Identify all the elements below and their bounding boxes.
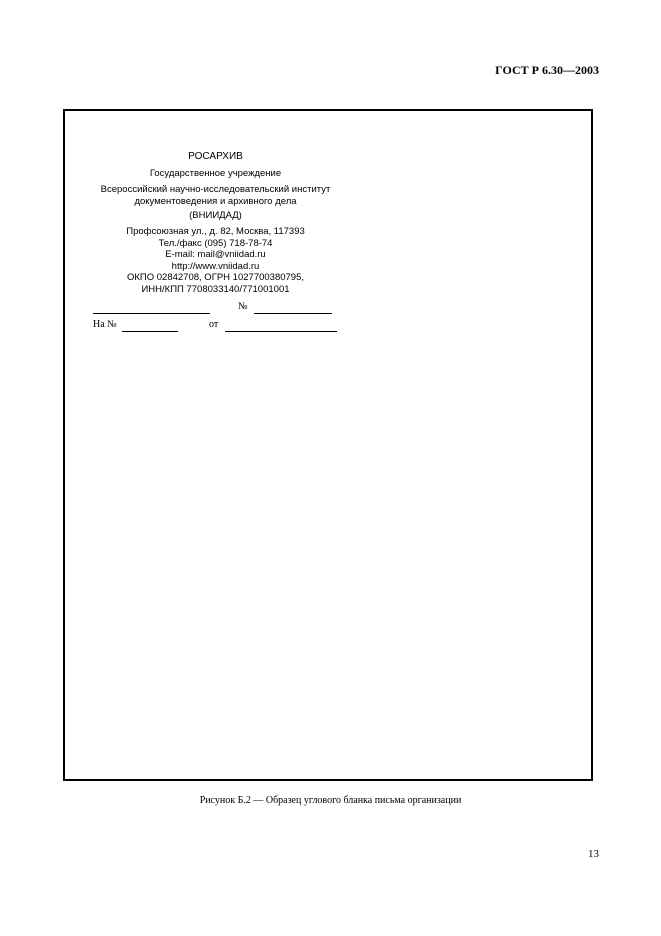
institution-name-line2: документоведения и архивного дела [134,195,297,207]
inn-kpp: ИНН/КПП 7708033140/771001001 [141,283,290,295]
standard-code: ГОСТ Р 6.30—2003 [495,63,599,77]
corner-letterhead [93,151,338,296]
page-number: 13 [588,848,599,860]
letter-form-frame [63,109,593,781]
okpo-ogrn: ОКПО 02842708, ОГРН 1027700380795, [126,272,305,284]
number-sign-label: № [238,301,248,312]
website: http://www.vniidad.ru [171,260,260,272]
from-label: от [209,319,219,330]
address: Профсоюзная ул., д. 82, Москва, 117393 [126,225,305,237]
registration-number-line [254,313,332,314]
institution-abbreviation: (ВНИИДАД) [189,210,242,222]
reply-date-line [225,331,337,332]
figure-caption: Рисунок Б.2 — Образец углового бланка письма организации [199,795,462,806]
email: E-mail: mail@vniidad.ru [165,249,266,261]
institution-type: Государственное учреждение [149,167,282,179]
reply-reference-row [93,319,343,333]
phone-fax: Тел./факс (095) 718-78-74 [158,237,273,249]
date-field-line [93,313,210,314]
institution-name-line1: Всероссийский научно-исследовательский институт [100,184,331,196]
registration-row [93,301,338,315]
agency-name: РОСАРХИВ [188,151,243,162]
reply-to-label: На № [93,319,117,330]
reply-number-line [122,331,178,332]
